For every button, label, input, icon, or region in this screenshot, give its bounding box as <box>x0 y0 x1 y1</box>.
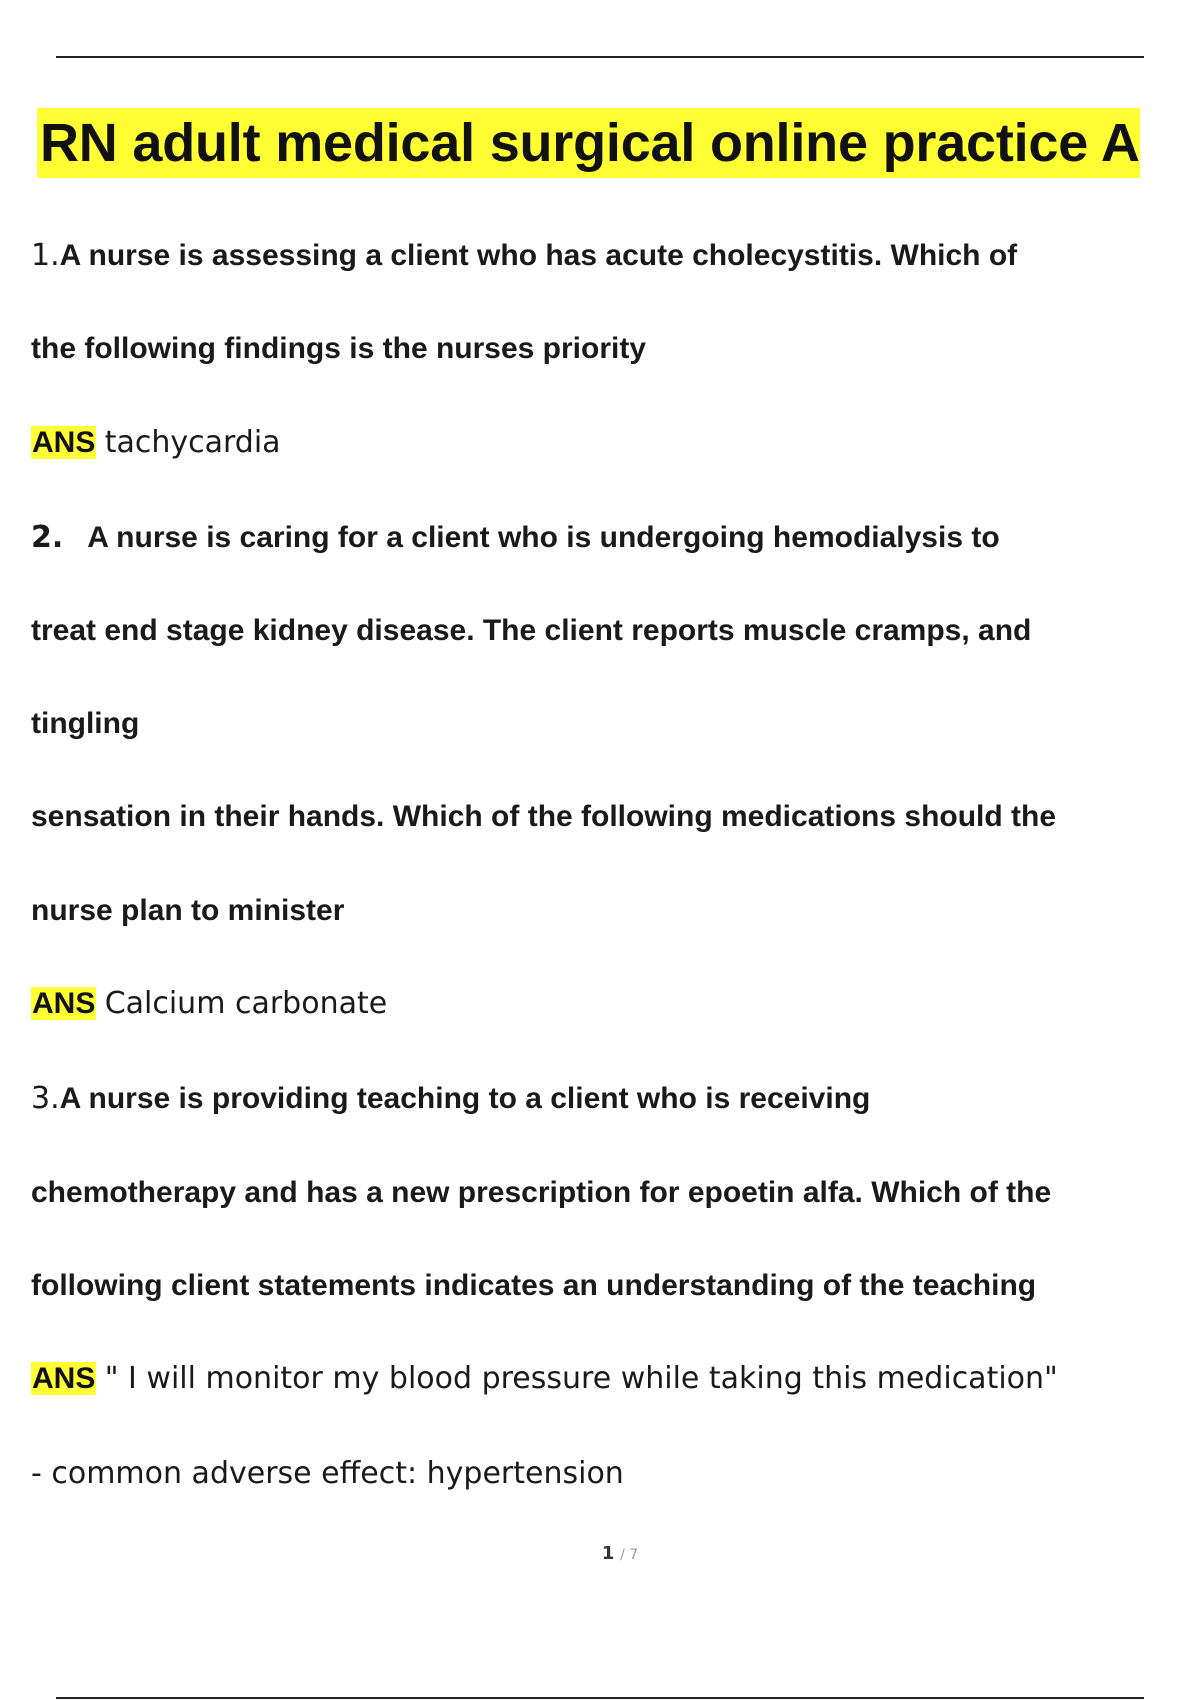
page-indicator <box>0 1543 1200 1564</box>
question-1-text-1: A nurse is assessing a client who has acute cholecystitis. Which of <box>59 239 1018 272</box>
question-1-line-1 <box>31 236 1017 276</box>
question-3-note: - common adverse effect: hypertension <box>31 1456 624 1491</box>
question-3-answer <box>31 1359 1058 1399</box>
question-2-line-1 <box>31 518 1000 558</box>
page-current: 1 <box>601 1543 615 1564</box>
question-1-answer <box>31 423 281 463</box>
answer-1-label: ANS <box>32 426 96 459</box>
question-3-line-1 <box>31 1079 870 1119</box>
answer-1-text: tachycardia <box>104 425 281 460</box>
document-title: RN adult medical surgical online practice A <box>37 108 1140 178</box>
question-3-line-3: following client statements indicates an understanding of the teaching <box>31 1269 1037 1302</box>
bottom-rule <box>56 1697 1144 1699</box>
question-2-number: 2. <box>31 520 64 555</box>
question-2-line-2: treat end stage kidney disease. The client reports muscle cramps, and <box>31 614 1032 647</box>
question-2-line-5: nurse plan to minister <box>31 894 345 927</box>
answer-3-label: ANS <box>32 1362 96 1395</box>
answer-2-text: Calcium carbonate <box>104 986 388 1021</box>
question-2-line-4: sensation in their hands. Which of the following medications should the <box>31 800 1057 833</box>
top-rule <box>56 56 1144 58</box>
question-1-line-2: the following findings is the nurses priority <box>31 332 647 365</box>
question-1-number: 1. <box>31 238 60 273</box>
page-total: / 7 <box>620 1547 639 1563</box>
question-2-answer <box>31 984 387 1024</box>
question-3-text-1: A nurse is providing teaching to a client who is receiving <box>59 1082 871 1115</box>
question-3-line-2: chemotherapy and has a new prescription for epoetin alfa. Which of the <box>31 1176 1052 1209</box>
question-2-line-3: tingling <box>31 707 140 740</box>
answer-2-label: ANS <box>32 987 96 1020</box>
answer-3-text: " I will monitor my blood pressure while taking this medication" <box>104 1361 1058 1396</box>
question-2-text-1: A nurse is caring for a client who is undergoing hemodialysis to <box>87 521 1000 554</box>
question-3-number: 3. <box>31 1081 60 1116</box>
